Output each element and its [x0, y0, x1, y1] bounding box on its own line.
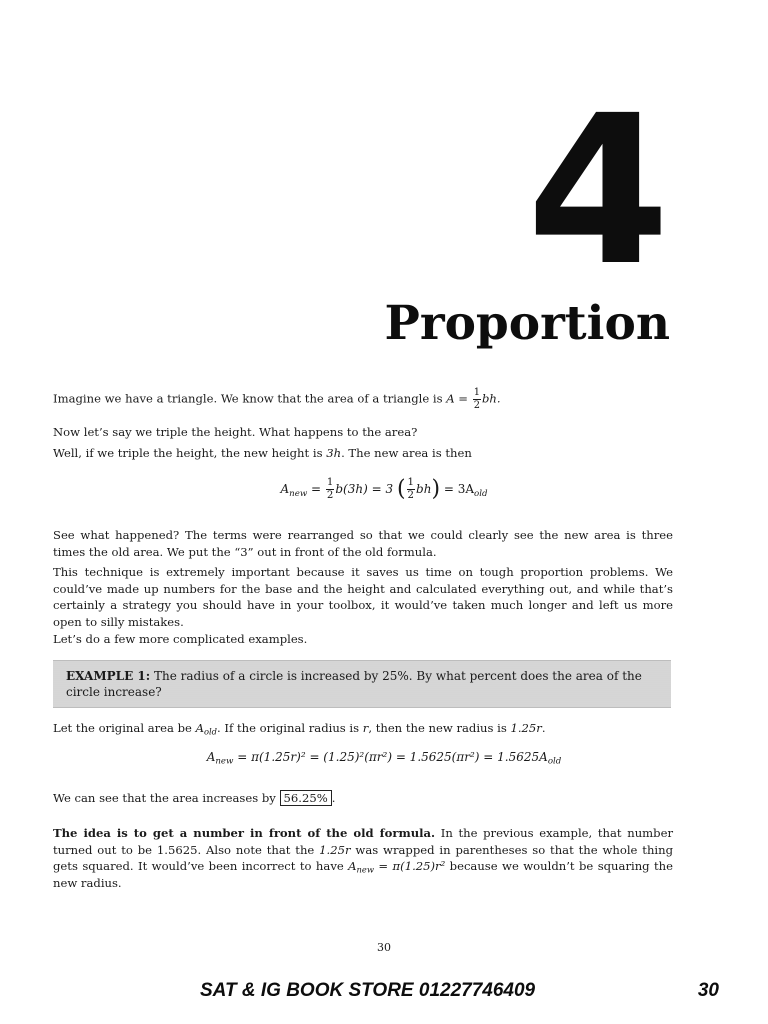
- equation-circle-area: $A_{new} = \pi(1.25r)^2 = (1.25)^2(\pi r^2) = 1.5625(\pi r^2) = 1.5625A_{old}$: [206, 750, 562, 767]
- fraction-numerator: 1: [473, 387, 480, 398]
- solution-text-a: Let the original area be: [53, 721, 192, 735]
- paragraph-new-height: [53, 445, 673, 462]
- footer-store-name: SAT & IG BOOK STORE 01227746409: [200, 980, 536, 1001]
- paragraph-key-idea: [53, 825, 673, 891]
- eq1-inner: bh: [416, 482, 432, 497]
- eq2-lhs-sub: new: [215, 756, 234, 767]
- solution-text-c: , then the new radius is: [368, 721, 507, 735]
- formula-rhs: bh.: [482, 391, 501, 406]
- eq1-frac-den: 2: [326, 490, 334, 502]
- key-idea-text-c: because we wouldn’t be squaring the new radius.: [53, 859, 673, 890]
- eq1-part1: b(3h) = 3: [335, 482, 394, 497]
- key-idea-formula: = π(1.25)r²: [378, 859, 446, 873]
- paragraph-more-examples: Let’s do a few more complicated examples.: [53, 632, 308, 646]
- key-idea-text-b: was wrapped in parentheses so that the whole thing gets squared. It would’ve been incorrect to have: [53, 842, 674, 873]
- new-height-text: Well, if we triple the height, the new height is: [53, 446, 323, 460]
- eq1-part2-sub: old: [474, 488, 488, 499]
- new-height-after: . The new area is then: [341, 446, 472, 460]
- solution-result: [53, 790, 673, 807]
- eq1-lhs-sub: new: [289, 488, 308, 499]
- solution-new-radius: 1.25r: [510, 721, 542, 735]
- chapter-title: Proportion: [384, 296, 670, 351]
- solution-text-b: . If the original radius is: [217, 721, 360, 735]
- eq2-body: π(1.25r)² = (1.25)²(πr²) = 1.5625(πr²) = 1.5625A: [251, 750, 548, 764]
- area-symbol: A: [446, 391, 455, 406]
- example-box: [53, 660, 671, 708]
- solution-text-end: .: [541, 721, 546, 735]
- key-idea-formula-sub: new: [356, 864, 374, 875]
- solution-area-var: A: [195, 721, 204, 735]
- solution-radius-var: r: [362, 721, 369, 735]
- eq1-lhs: A: [280, 482, 290, 497]
- eq1-inner-num: 1: [407, 478, 415, 490]
- solution-intro: [53, 720, 673, 737]
- result-text: We can see that the area increases by: [53, 791, 276, 805]
- eq2-sub: old: [547, 756, 562, 767]
- key-idea-var: 1.25r: [319, 842, 351, 857]
- example-question: The radius of a circle is increased by 25%. By what percent does the area of the circle increase?: [66, 669, 642, 699]
- paragraph-triple-height: Now let’s say we triple the height. What happens to the area?: [53, 425, 418, 439]
- example-text: [66, 668, 661, 700]
- eq1-inner-fraction: [407, 478, 415, 501]
- solution-area-sub: old: [203, 726, 218, 737]
- fraction-denominator: 2: [473, 399, 480, 411]
- eq1-frac-num: 1: [326, 478, 334, 490]
- footer-page-number: 30: [697, 980, 719, 1001]
- answer-box: 56.25%: [280, 790, 332, 806]
- intro-paragraph: Imagine we have a triangle. We know that the area of a triangle is A = $\frac{1}{2}$ bh.: [53, 387, 501, 411]
- intro-text: Imagine we have a triangle. We know that the area of a triangle is: [53, 391, 443, 406]
- page-number: 30: [377, 941, 391, 954]
- key-idea-text-a: In the previous example, that number turned out to be 1.5625. Also note that the: [53, 826, 673, 857]
- equation-new-area: $A_{new}$ = $\frac{1}{2}$ b(3h) = 3 ( $\frac{1}{2}$ $bh) = 3A_{old}$: [280, 476, 488, 502]
- key-idea-formula-lhs: A: [348, 859, 357, 873]
- paragraph-what-happened: See what happened? The terms were rearranged so that we could clearly see the new area is three times the old area. We put the “3” out in front of the old formula.: [53, 528, 673, 559]
- eq1-fraction: [326, 478, 334, 501]
- key-idea-bold: The idea is to get a number in front of the old formula.: [53, 826, 436, 840]
- chapter-number: 4: [526, 71, 664, 311]
- half-fraction: [473, 388, 481, 411]
- paragraph-technique: This technique is extremely important because it saves us time on tough proportion problems. We could’ve made up numbers for the base and the height and calculated everything out, and while that’s certainly a strategy you should have in your toolbox, it would’ve taken much longer and left us more open to silly mistakes.: [53, 565, 673, 629]
- eq2-lhs: A: [206, 750, 216, 764]
- new-height-var: 3h: [326, 446, 342, 460]
- example-label: EXAMPLE 1:: [66, 669, 151, 683]
- eq1-part2: = 3A: [443, 482, 475, 497]
- result-end: .: [331, 791, 336, 805]
- eq1-inner-den: 2: [407, 490, 415, 502]
